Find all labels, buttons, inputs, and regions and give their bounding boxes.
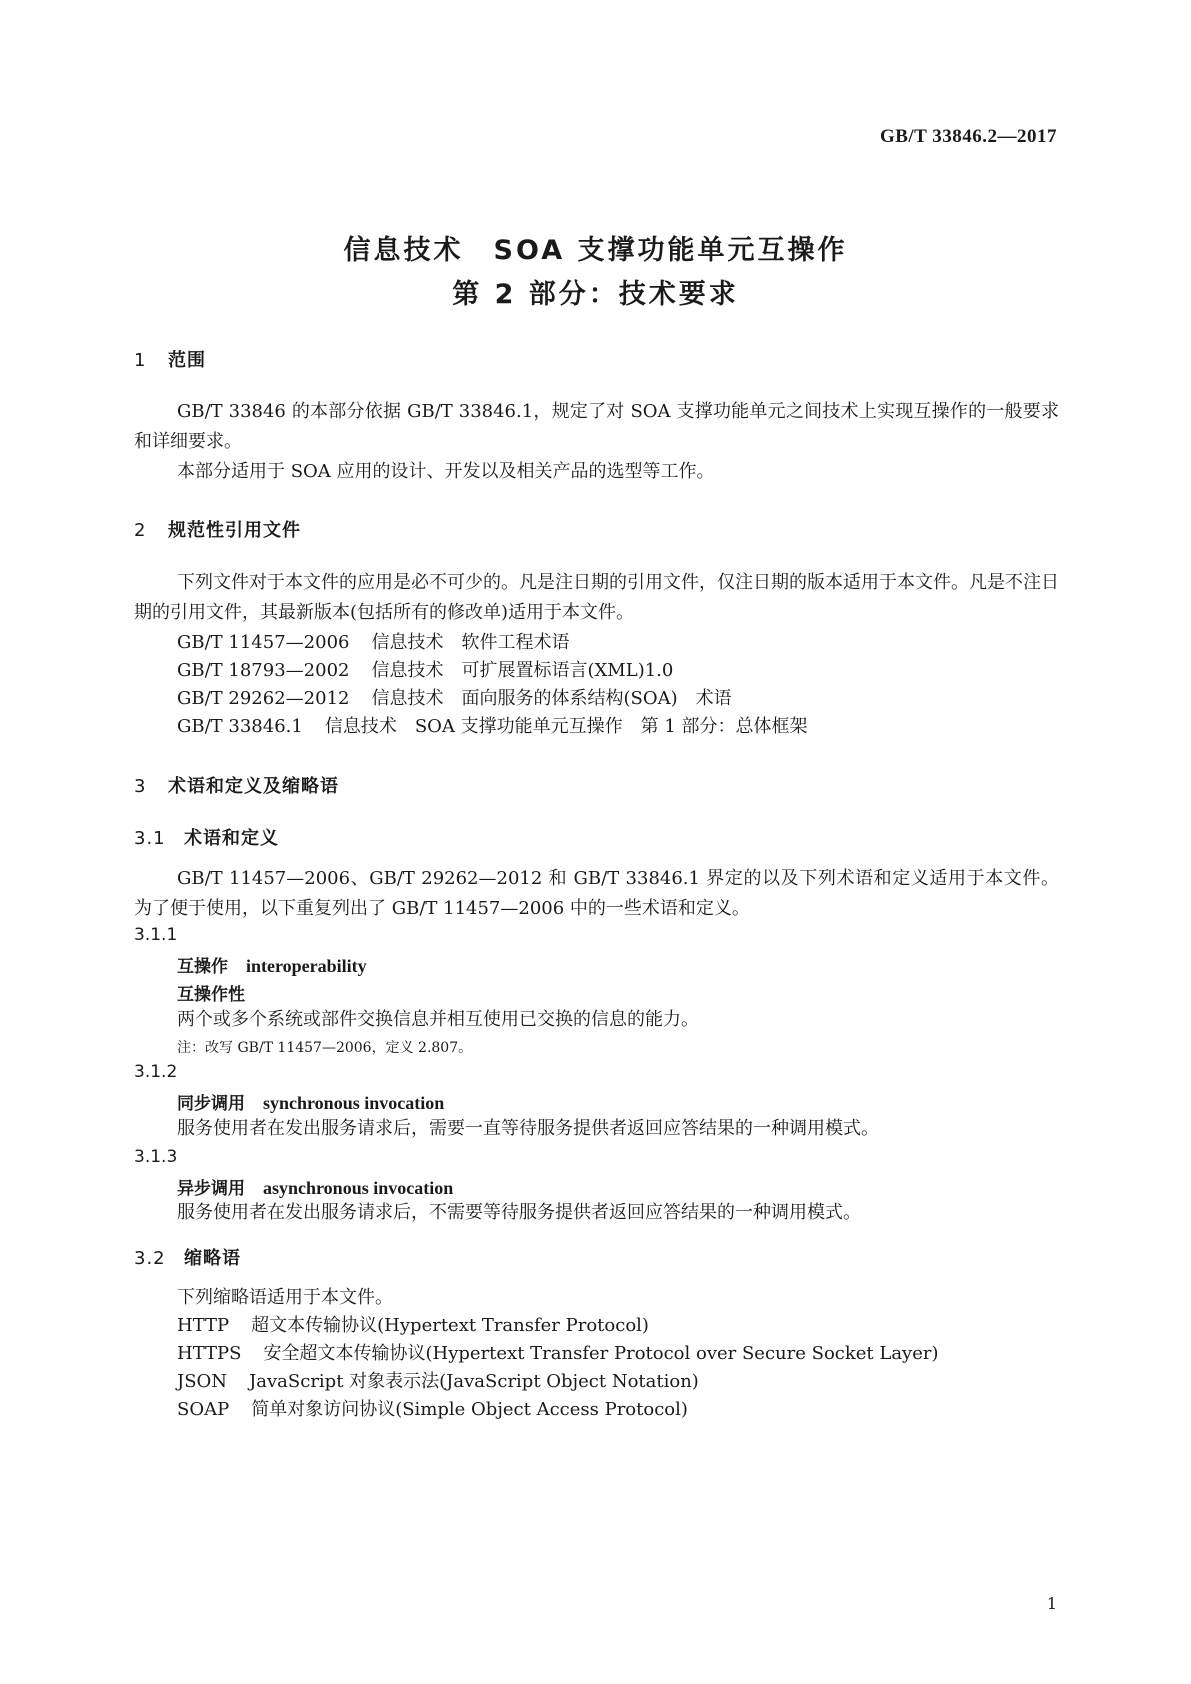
title-line-1: 信息技术 SOA 支撑功能单元互操作: [343, 235, 848, 266]
reference-code: GB/T 29262—2012: [177, 688, 350, 709]
reference-title: 信息技术 SOA 支撑功能单元互操作 第 1 部分：总体框架: [324, 716, 808, 737]
section-number: 3: [134, 776, 147, 797]
section-1-heading: [134, 346, 206, 372]
section-3-1-heading: [134, 824, 279, 850]
term-zh: 异步调用: [177, 1179, 245, 1199]
term-definition: 两个或多个系统或部件交换信息并相互使用已交换的信息的能力。: [177, 1009, 699, 1030]
term-zh: 互操作: [177, 957, 228, 977]
abbreviation: SOAP: [177, 1399, 230, 1420]
reference-item: [177, 712, 808, 742]
abbreviation-description: 超文本传输协议(Hypertext Transfer Protocol): [251, 1315, 649, 1336]
term-number: 3.1.1: [134, 925, 178, 945]
reference-title: 信息技术 面向服务的体系结构(SOA) 术语: [371, 688, 732, 709]
abbreviation-item: [177, 1339, 939, 1369]
abbreviation: HTTP: [177, 1315, 230, 1336]
section-3-2-intro: 下列缩略语适用于本文件。: [177, 1287, 393, 1308]
section-number: 1: [134, 350, 147, 371]
abbreviation: JSON: [177, 1371, 228, 1392]
abbreviation: HTTPS: [177, 1343, 242, 1364]
term-heading: [177, 1089, 444, 1114]
title-line-2: 第 2 部分：技术要求: [452, 279, 739, 310]
section-title: 规范性引用文件: [168, 520, 301, 541]
section-title: 术语和定义及缩略语: [168, 776, 339, 797]
term-definition: 服务使用者在发出服务请求后，不需要等待服务提供者返回应答结果的一种调用模式。: [177, 1202, 861, 1223]
abbreviation-item: [177, 1367, 699, 1397]
term-number: 3.1.3: [134, 1147, 178, 1167]
section-number: 3.2: [134, 1248, 166, 1269]
reference-code: GB/T 11457—2006: [177, 632, 350, 653]
document-number: GB/T 33846.2—2017: [879, 126, 1057, 147]
term-en: asynchronous invocation: [263, 1178, 454, 1198]
abbreviation-item: [177, 1311, 649, 1341]
term-definition: 服务使用者在发出服务请求后，需要一直等待服务提供者返回应答结果的一种调用模式。: [177, 1118, 879, 1139]
section-title: 术语和定义: [184, 828, 279, 849]
term-heading: [177, 1174, 453, 1199]
reference-code: GB/T 33846.1: [177, 716, 303, 737]
section-3-2-heading: [134, 1244, 241, 1270]
section-3-heading: [134, 772, 339, 798]
reference-item: [177, 656, 673, 686]
section-title: 范围: [168, 350, 206, 371]
section-2-intro: 下列文件对于本文件的应用是必不可少的。凡是注日期的引用文件，仅注日期的版本适用于本文件。凡是不注日期的引用文件，其最新版本(包括所有的修改单)适用于本文件。: [134, 572, 1059, 623]
section-1-paragraph-1: GB/T 33846 的本部分依据 GB/T 33846.1，规定了对 SOA 支撑功能单元之间技术上实现互操作的一般要求和详细要求。: [134, 401, 1059, 452]
section-title: 缩略语: [184, 1248, 241, 1269]
section-1-paragraph-2: 本部分适用于 SOA 应用的设计、开发以及相关产品的选型等工作。: [177, 461, 715, 482]
section-number: 3.1: [134, 828, 166, 849]
reference-code: GB/T 18793—2002: [177, 660, 350, 681]
term-heading: [177, 952, 367, 977]
term-alternative: 互操作性: [177, 985, 245, 1005]
page-number: 1: [1046, 1594, 1057, 1613]
term-en: interoperability: [246, 956, 367, 976]
abbreviation-description: JavaScript 对象表示法(JavaScript Object Notation): [249, 1371, 699, 1392]
reference-item: [177, 684, 732, 714]
term-zh: 同步调用: [177, 1094, 245, 1114]
abbreviation-item: [177, 1395, 688, 1425]
reference-title: 信息技术 软件工程术语: [371, 632, 570, 653]
section-number: 2: [134, 520, 147, 541]
term-number: 3.1.2: [134, 1062, 178, 1082]
reference-item: [177, 628, 569, 658]
section-3-1-intro: GB/T 11457—2006、GB/T 29262—2012 和 GB/T 33846.1 界定的以及下列术语和定义适用于本文件。为了便于使用，以下重复列出了 GB/T 11457—2006 中的一些术语和定义。: [134, 868, 1059, 919]
reference-title: 信息技术 可扩展置标语言(XML)1.0: [371, 660, 674, 681]
term-en: synchronous invocation: [263, 1093, 445, 1113]
term-note: 注：改写 GB/T 11457—2006，定义 2.807。: [177, 1040, 473, 1056]
abbreviation-description: 安全超文本传输协议(Hypertext Transfer Protocol over Secure Socket Layer): [263, 1343, 939, 1364]
section-2-heading: [134, 516, 301, 542]
abbreviation-description: 简单对象访问协议(Simple Object Access Protocol): [251, 1399, 688, 1420]
